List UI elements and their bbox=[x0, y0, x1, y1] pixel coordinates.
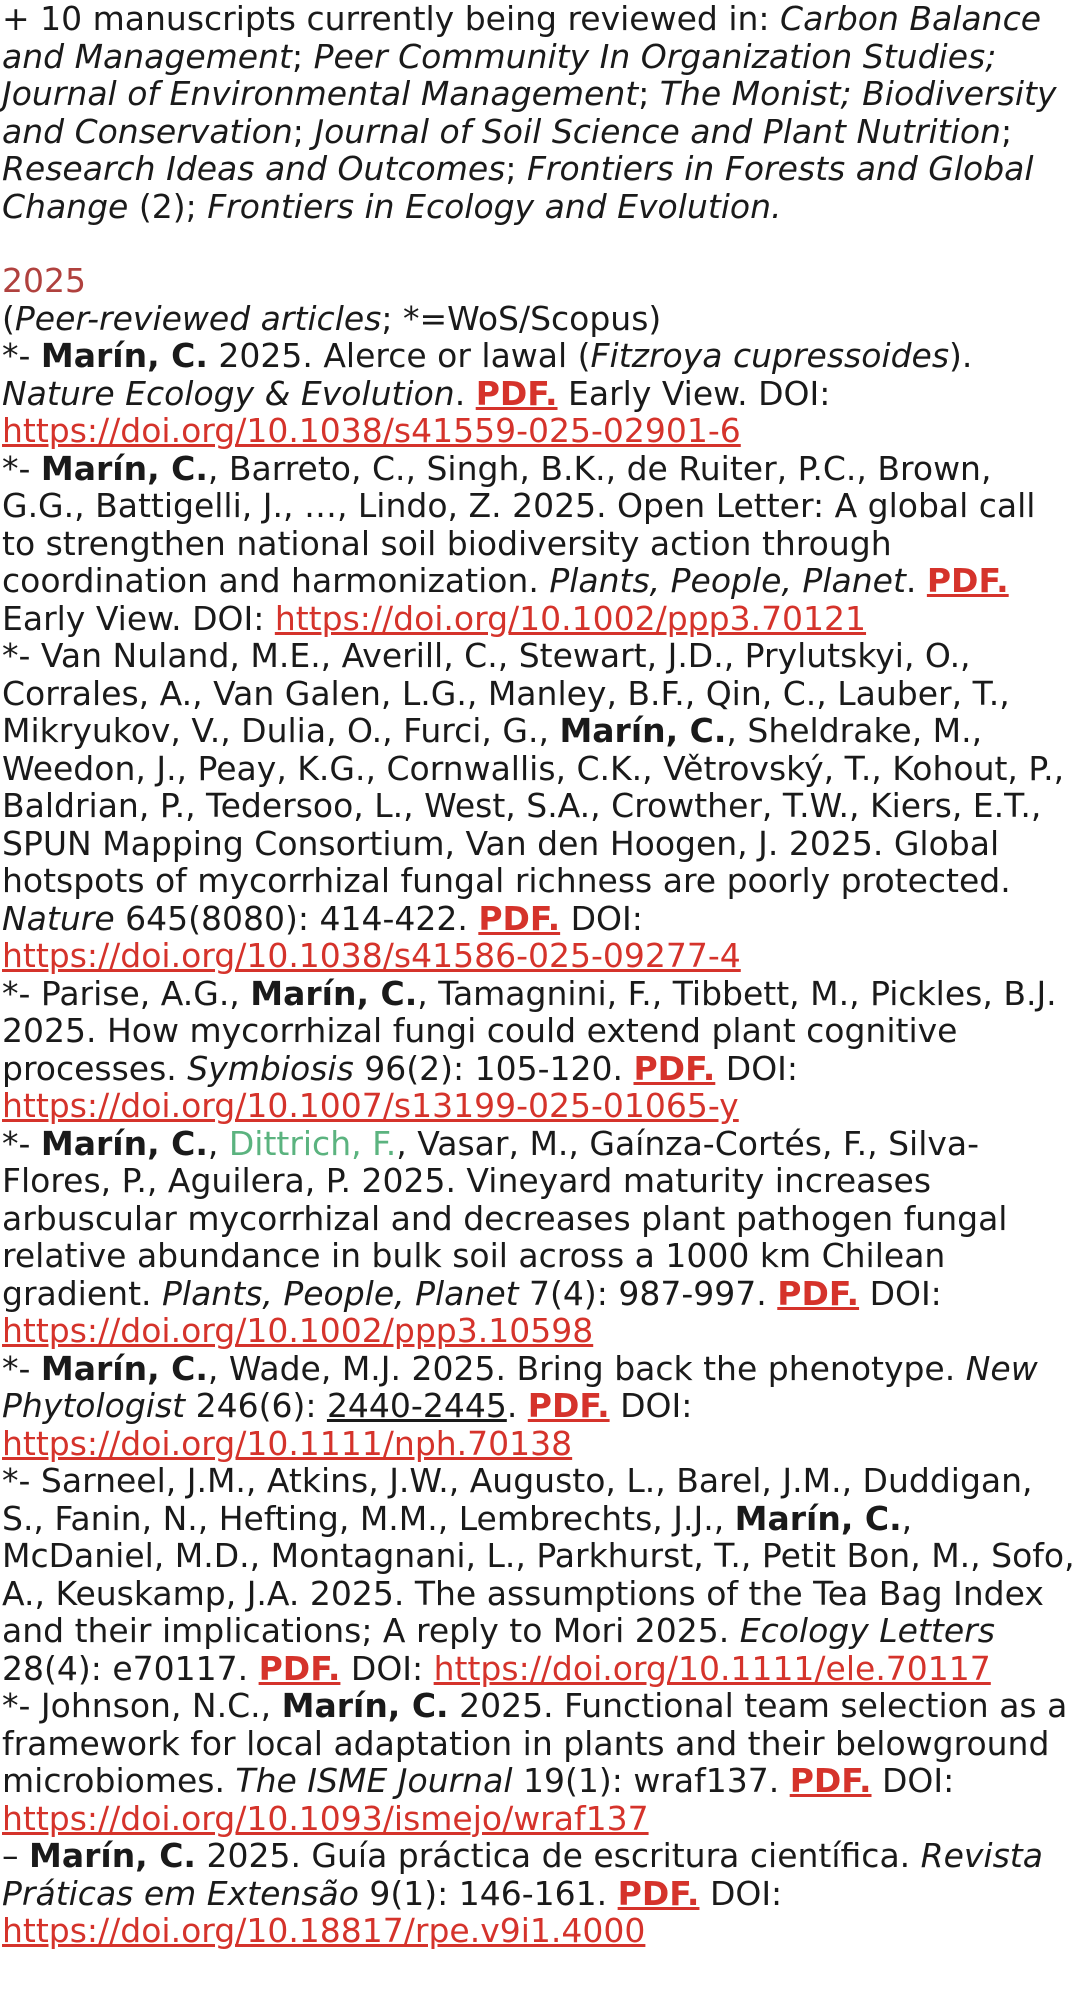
journal-name: Nature Ecology & Evolution bbox=[2, 373, 455, 413]
journal-name: Plants, People, Planet bbox=[549, 561, 906, 600]
entry-text: 19(1): wraf137. bbox=[512, 1761, 790, 1800]
doi-link[interactable]: https://doi.org/10.1093/ismejo/wraf137 bbox=[2, 1798, 649, 1838]
manuscripts-under-review bbox=[2, 0, 1078, 225]
journal-name: Symbiosis bbox=[187, 1048, 354, 1088]
entry-prefix: *- bbox=[2, 336, 41, 375]
entry-text: , Tamagnini, F., Tibbett, M., Pickles, B.J. 2025. How mycorrhizal fungi could extend plant cognitive processes. bbox=[2, 973, 1057, 1088]
journal-name: Journal of Soil Science and Plant Nutrition bbox=[314, 111, 1001, 151]
species-name: Fitzroya cupressoides bbox=[590, 336, 950, 375]
pdf-link[interactable]: PDF. bbox=[777, 1273, 860, 1313]
entry-text: DOI: bbox=[871, 1761, 955, 1800]
entry-prefix: *- bbox=[2, 636, 41, 675]
pdf-link[interactable]: PDF. bbox=[617, 1873, 700, 1913]
count-suffix: (2); bbox=[128, 186, 208, 226]
note-italic: Peer-reviewed articles bbox=[14, 298, 382, 338]
journal-name: Plants, People, Planet bbox=[162, 1273, 519, 1313]
entry-text: 2025. Functional team selection as a framework for local adaptation in plants and their belowground microbiomes. bbox=[2, 1686, 1068, 1800]
entry-text: , Wade, M.J. 2025. Bring back the phenotype. bbox=[207, 1348, 966, 1388]
doi-link[interactable]: https://doi.org/10.1002/ppp3.10598 bbox=[2, 1311, 594, 1350]
entry-text: , bbox=[207, 1123, 229, 1163]
journal-name: Frontiers in Ecology and Evolution. bbox=[207, 186, 782, 226]
page-range: 2440-2445 bbox=[326, 1386, 507, 1425]
pdf-link[interactable]: PDF. bbox=[258, 1648, 341, 1688]
entry-prefix: – bbox=[2, 1836, 29, 1875]
pdf-link[interactable]: PDF. bbox=[475, 373, 558, 413]
author-highlight: Marín, C. bbox=[281, 1686, 449, 1725]
entry-text: , McDaniel, M.D., Montagnani, L., Parkhurst, T., Petit Bon, M., Sofo, A., Keuskamp, J.A. 2025. The assumptions of the Tea Bag Index and their implications; A reply to Mori 2025. bbox=[2, 1498, 1075, 1650]
journal-name: Revista Práticas em Extensão bbox=[2, 1836, 1043, 1913]
entry-text: DOI: bbox=[859, 1273, 942, 1313]
entry-text: 645(8080): 414-422. bbox=[114, 898, 479, 938]
entry-text: DOI: bbox=[340, 1648, 434, 1688]
journal-name: The ISME Journal bbox=[235, 1761, 513, 1800]
entry-text: Sarneel, J.M., Atkins, J.W., Augusto, L., Barel, J.M., Duddigan, S., Fanin, N., Hefting, M.M., Lembrechts, J.J., bbox=[2, 1461, 1033, 1538]
doi-link[interactable]: https://doi.org/10.1038/s41559-025-02901-6 bbox=[2, 411, 741, 450]
author-highlight: Marín, C. bbox=[734, 1498, 902, 1538]
entry-text: 28(4): e70117. bbox=[2, 1648, 259, 1688]
publication-entry bbox=[2, 337, 1078, 450]
author-highlight: Marín, C. bbox=[40, 1348, 208, 1388]
doi-link[interactable]: https://doi.org/10.1007/s13199-025-01065-y bbox=[2, 1086, 739, 1125]
entry-text: . bbox=[506, 1386, 528, 1425]
entry-prefix: *- bbox=[2, 973, 41, 1013]
doi-link[interactable]: https://doi.org/10.1002/ppp3.70121 bbox=[274, 598, 867, 638]
pdf-link[interactable]: PDF. bbox=[926, 561, 1009, 600]
entry-text: ). bbox=[949, 336, 973, 375]
entry-text: Johnson, N.C., bbox=[40, 1686, 282, 1725]
doi-link[interactable]: https://doi.org/10.1038/s41586-025-09277-4 bbox=[2, 936, 741, 975]
note-text: ; *=WoS/Scopus) bbox=[381, 298, 662, 338]
publication-entry bbox=[2, 637, 1078, 975]
journal-name: Frontiers in Forests and Global Change bbox=[2, 149, 1034, 226]
year-heading: 2025 bbox=[2, 261, 86, 300]
author-highlight: Marín, C. bbox=[40, 448, 208, 488]
entry-text: Parise, A.G., bbox=[40, 973, 251, 1013]
journal-name: Research Ideas and Outcomes bbox=[2, 149, 506, 188]
entry-prefix: *- bbox=[2, 1461, 41, 1500]
journal-name: Journal of Environmental Management bbox=[2, 74, 639, 113]
publication-entry bbox=[2, 975, 1078, 1125]
entry-text: 9(1): 146-161. bbox=[358, 1873, 618, 1913]
student-author: Dittrich, F. bbox=[228, 1123, 397, 1163]
author-highlight: Marín, C. bbox=[40, 1123, 208, 1163]
entry-prefix: *- bbox=[2, 1348, 41, 1388]
separator: ; bbox=[638, 74, 660, 113]
intro-text: + 10 manuscripts currently being reviewed in: bbox=[2, 0, 781, 38]
pdf-link[interactable]: PDF. bbox=[633, 1048, 716, 1088]
entry-text: Early View. DOI: bbox=[557, 373, 831, 413]
separator: ; bbox=[1000, 111, 1013, 151]
entry-text: , Barreto, C., Singh, B.K., de Ruiter, P.C., Brown, G.G., Battigelli, J., …, Lindo, Z. 2025. Open Letter: A global call to strengthen national soil biodiversity action through coordination and harmonization. bbox=[2, 448, 1036, 600]
doi-link[interactable]: https://doi.org/10.1111/ele.70117 bbox=[433, 1648, 991, 1688]
publication-entry bbox=[2, 1125, 1078, 1350]
journal-name: Ecology Letters bbox=[739, 1611, 995, 1650]
doi-link[interactable]: https://doi.org/10.18817/rpe.v9i1.4000 bbox=[2, 1911, 646, 1950]
note-paren: ( bbox=[2, 298, 15, 338]
entry-text: Early View. DOI: bbox=[2, 598, 275, 638]
entry-text: , Vasar, M., Gaínza-Cortés, F., Silva-Flores, P., Aguilera, P. 2025. Vineyard maturity increases arbuscular mycorrhizal and decreases plant pathogen fungal relative abundance in bulk soil across a 1000 km Chilean gradient. bbox=[2, 1123, 1008, 1313]
separator: ; bbox=[291, 36, 314, 76]
author-highlight: Marín, C. bbox=[40, 336, 208, 375]
separator: ; bbox=[292, 111, 315, 151]
publication-entry bbox=[2, 1837, 1078, 1950]
entry-prefix: *- bbox=[2, 448, 41, 488]
section-note bbox=[2, 300, 1078, 338]
publication-entry bbox=[2, 450, 1078, 638]
entry-text: 7(4): 987-997. bbox=[518, 1273, 778, 1313]
entry-text: . bbox=[454, 373, 476, 413]
journal-name: Carbon Balance and Management bbox=[2, 0, 1042, 76]
entry-text: , Sheldrake, M., Weedon, J., Peay, K.G., Cornwallis, C.K., Větrovský, T., Kohout, P., Baldrian, P., Tedersoo, L., West, S.A., Crowther, T.W., Kiers, E.T., SPUN Mapping Consortium, Van den Hoogen, J. 2025. Global hotspots of mycorrhizal fungal richness are poorly protected. bbox=[2, 711, 1065, 900]
journal-name: New Phytologist bbox=[2, 1348, 1038, 1425]
entry-text: DOI: bbox=[609, 1386, 693, 1425]
entry-text: DOI: bbox=[699, 1873, 783, 1913]
entry-text: 2025. Alerce or lawal ( bbox=[207, 336, 591, 375]
entry-text: Van Nuland, M.E., Averill, C., Stewart, J.D., Prylutskyi, O., Corrales, A., Van Galen, L.G., Manley, B.F., Qin, C., Lauber, T., Mikryukov, V., Dulia, O., Furci, G., bbox=[2, 636, 1010, 750]
entry-text: DOI: bbox=[560, 898, 643, 938]
author-highlight: Marín, C. bbox=[29, 1836, 196, 1875]
author-highlight: Marín, C. bbox=[559, 711, 727, 750]
pdf-link[interactable]: PDF. bbox=[789, 1761, 872, 1800]
entry-text: DOI: bbox=[715, 1048, 799, 1088]
entry-text: 96(2): 105-120. bbox=[353, 1048, 634, 1088]
publication-entry bbox=[2, 1350, 1078, 1463]
entry-text: 246(6): bbox=[185, 1386, 327, 1425]
journal-name: Nature bbox=[2, 898, 115, 938]
publication-entry bbox=[2, 1687, 1078, 1837]
pdf-link[interactable]: PDF. bbox=[478, 898, 561, 938]
entry-text: . bbox=[905, 561, 927, 600]
author-highlight: Marín, C. bbox=[250, 973, 418, 1013]
pdf-link[interactable]: PDF. bbox=[527, 1386, 610, 1425]
journal-name: The Monist; Biodiversity and Conservation bbox=[2, 74, 1057, 151]
journal-name: Peer Community In Organization Studies; bbox=[313, 36, 997, 76]
entry-text: 2025. Guía práctica de escritura científica. bbox=[195, 1836, 921, 1875]
publication-entry bbox=[2, 1462, 1078, 1687]
doi-link[interactable]: https://doi.org/10.1111/nph.70138 bbox=[2, 1423, 573, 1463]
separator: ; bbox=[505, 149, 527, 188]
entry-prefix: *- bbox=[2, 1686, 41, 1725]
entry-prefix: *- bbox=[2, 1123, 41, 1163]
